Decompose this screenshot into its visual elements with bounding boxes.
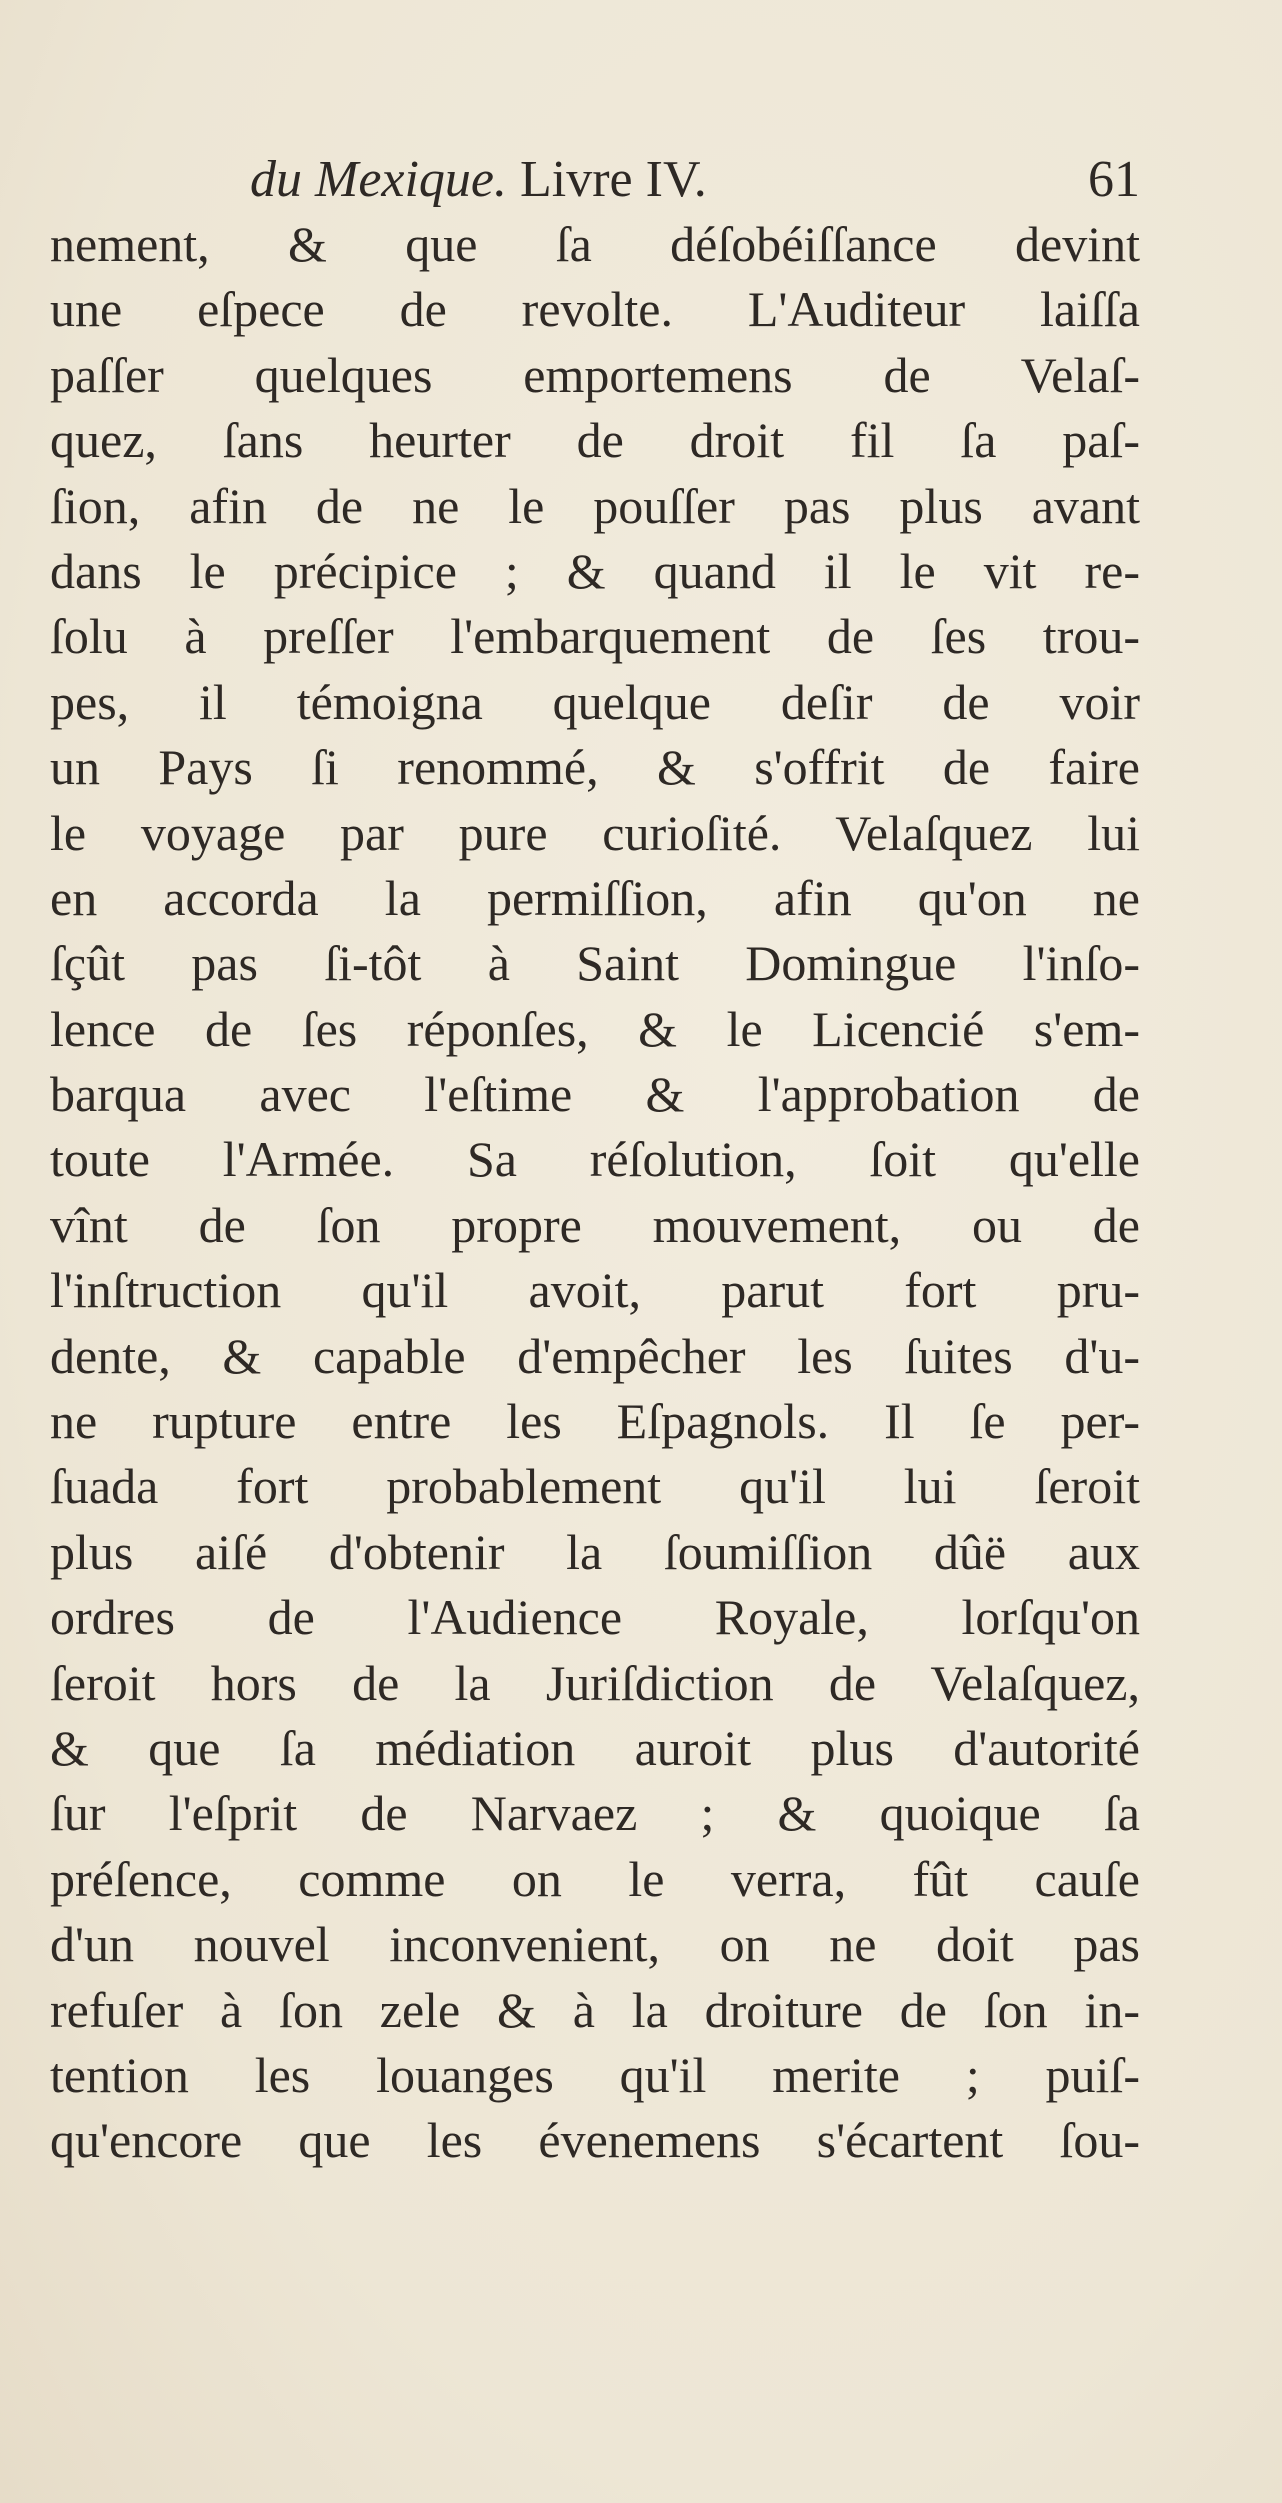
text-line: qu'encore que les évenemens s'écartent ſou- bbox=[50, 2112, 1140, 2169]
text-line: toute l'Armée. Sa réſolution, ſoit qu'elle bbox=[50, 1131, 1140, 1188]
running-title-italic: du Mexique. bbox=[250, 151, 508, 208]
text-line: ne rupture entre les Eſpagnols. Il ſe per- bbox=[50, 1393, 1140, 1450]
text-line: ſeroit hors de la Juriſdiction de Velaſquez, bbox=[50, 1654, 1140, 1711]
text-line: quez, ſans heurter de droit fil ſa paſ- bbox=[50, 412, 1140, 469]
text-line: ordres de l'Audience Royale, lorſqu'on bbox=[50, 1589, 1140, 1646]
text-line: plus aiſé d'obtenir la ſoumiſſion dûë aux bbox=[50, 1523, 1140, 1580]
text-line: vînt de ſon propre mouvement, ou de bbox=[50, 1196, 1140, 1253]
text-line: en accorda la permiſſion, afin qu'on ne bbox=[50, 869, 1140, 926]
text-line: nement, & que ſa déſobéiſſance devint bbox=[50, 216, 1140, 272]
text-line: ſolu à preſſer l'embarquement de ſes trou- bbox=[50, 608, 1140, 665]
text-line: le voyage par pure curioſité. Velaſquez lui bbox=[50, 804, 1140, 861]
text-line: ſur l'eſprit de Narvaez ; & quoique ſa bbox=[50, 1785, 1140, 1842]
running-title-book: Livre IV. bbox=[520, 151, 707, 208]
running-title bbox=[250, 150, 707, 209]
text-line: préſence, comme on le verra, fût cauſe bbox=[50, 1850, 1140, 1907]
text-line: pes, il témoigna quelque deſir de voir bbox=[50, 673, 1140, 730]
text-line: l'inſtruction qu'il avoit, parut fort pru- bbox=[50, 1262, 1140, 1319]
text-line: tention les louanges qu'il merite ; puiſ- bbox=[50, 2046, 1140, 2103]
text-line: lence de ſes réponſes, & le Licencié s'em- bbox=[50, 1000, 1140, 1057]
text-line: paſſer quelques emportemens de Velaſ- bbox=[50, 346, 1140, 403]
text-line: ſion, afin de ne le pouſſer pas plus avant bbox=[50, 477, 1140, 534]
page-header bbox=[250, 150, 1140, 210]
text-line: ſçût pas ſi-tôt à Saint Domingue l'inſo- bbox=[50, 935, 1140, 992]
text-line: une eſpece de revolte. L'Auditeur laiſſa bbox=[50, 281, 1140, 338]
text-line: dans le précipice ; & quand il le vit re- bbox=[50, 542, 1140, 599]
page-number: 61 bbox=[1088, 151, 1140, 208]
text-line: dente, & capable d'empêcher les ſuites d'u- bbox=[50, 1327, 1140, 1384]
text-line: barqua avec l'eſtime & l'approbation de bbox=[50, 1066, 1140, 1123]
text-line: refuſer à ſon zele & à la droiture de ſon in- bbox=[50, 1981, 1140, 2038]
text-line: un Pays ſi renommé, & s'offrit de faire bbox=[50, 739, 1140, 796]
text-line: & que ſa médiation auroit plus d'autorité bbox=[50, 1719, 1140, 1776]
text-line: ſuada fort probablement qu'il lui ſeroit bbox=[50, 1458, 1140, 1515]
text-line: d'un nouvel inconvenient, on ne doit pas bbox=[50, 1916, 1140, 1973]
body-text bbox=[50, 212, 1140, 2174]
